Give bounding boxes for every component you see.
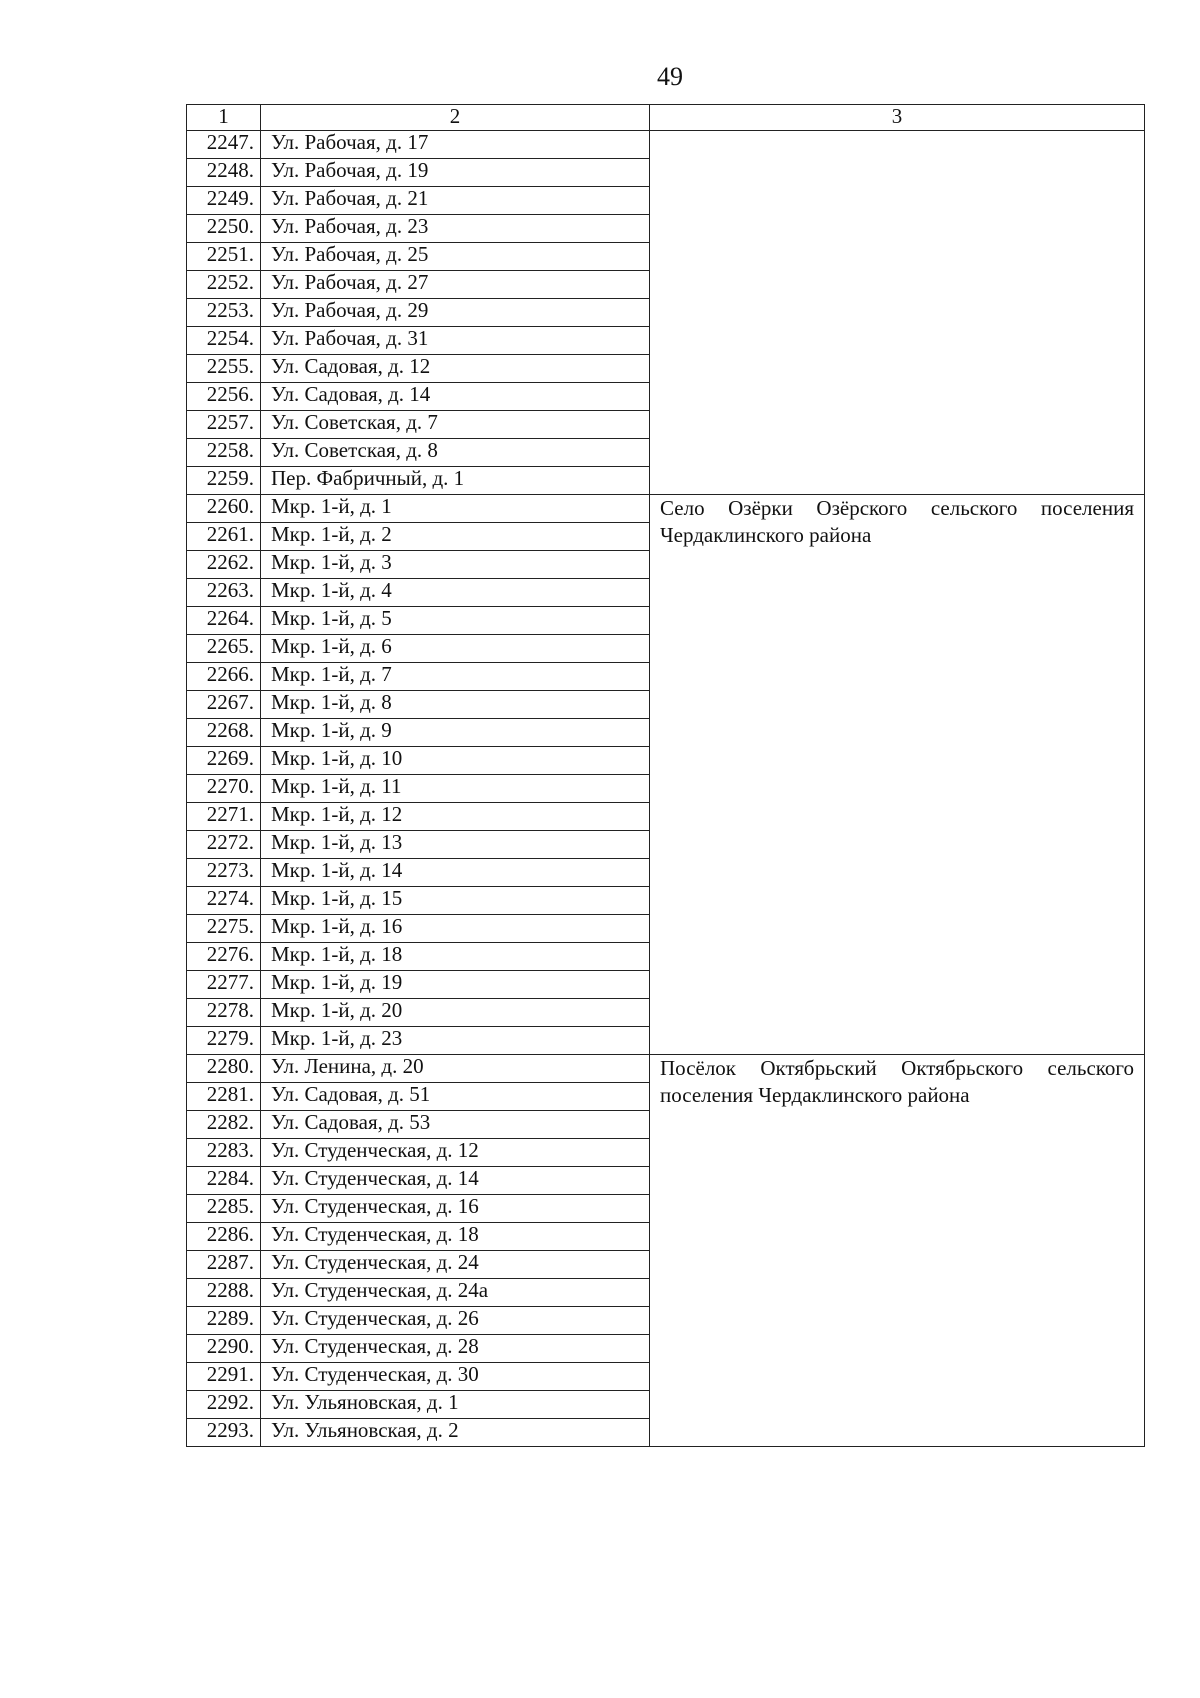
- row-number: 2251.: [187, 243, 261, 271]
- row-address: Мкр. 1-й, д. 23: [261, 1027, 650, 1055]
- row-number: 2273.: [187, 859, 261, 887]
- row-address: Ул. Советская, д. 7: [261, 411, 650, 439]
- row-number: 2254.: [187, 327, 261, 355]
- row-number: 2263.: [187, 579, 261, 607]
- row-number: 2277.: [187, 971, 261, 999]
- row-number: 2261.: [187, 523, 261, 551]
- row-number: 2266.: [187, 663, 261, 691]
- row-number: 2288.: [187, 1279, 261, 1307]
- row-number: 2289.: [187, 1307, 261, 1335]
- row-number: 2276.: [187, 943, 261, 971]
- row-number: 2253.: [187, 299, 261, 327]
- row-address: Ул. Студенческая, д. 16: [261, 1195, 650, 1223]
- row-address: Мкр. 1-й, д. 5: [261, 607, 650, 635]
- row-address: Мкр. 1-й, д. 18: [261, 943, 650, 971]
- row-address: Мкр. 1-й, д. 9: [261, 719, 650, 747]
- row-address: Ул. Ульяновская, д. 1: [261, 1391, 650, 1419]
- row-number: 2293.: [187, 1419, 261, 1447]
- header-col-2: 2: [261, 105, 650, 131]
- row-number: 2247.: [187, 131, 261, 159]
- row-address: Ул. Ульяновская, д. 2: [261, 1419, 650, 1447]
- header-col-1: 1: [187, 105, 261, 131]
- row-number: 2290.: [187, 1335, 261, 1363]
- row-address: Ул. Садовая, д. 51: [261, 1083, 650, 1111]
- header-row: [187, 105, 1145, 131]
- row-address: Мкр. 1-й, д. 1: [261, 495, 650, 523]
- row-address: Ул. Садовая, д. 53: [261, 1111, 650, 1139]
- row-address: Мкр. 1-й, д. 19: [261, 971, 650, 999]
- row-number: 2268.: [187, 719, 261, 747]
- settlement-cell: [650, 131, 1145, 495]
- row-number: 2252.: [187, 271, 261, 299]
- row-number: 2249.: [187, 187, 261, 215]
- header-col-3: 3: [650, 105, 1145, 131]
- row-address: Мкр. 1-й, д. 12: [261, 803, 650, 831]
- row-address: Ул. Студенческая, д. 24: [261, 1251, 650, 1279]
- row-address: Мкр. 1-й, д. 15: [261, 887, 650, 915]
- row-number: 2287.: [187, 1251, 261, 1279]
- row-number: 2292.: [187, 1391, 261, 1419]
- table-body: [187, 131, 1145, 1447]
- row-address: Мкр. 1-й, д. 4: [261, 579, 650, 607]
- row-address: Мкр. 1-й, д. 20: [261, 999, 650, 1027]
- row-number: 2275.: [187, 915, 261, 943]
- row-address: Ул. Советская, д. 8: [261, 439, 650, 467]
- row-number: 2279.: [187, 1027, 261, 1055]
- row-address: Мкр. 1-й, д. 16: [261, 915, 650, 943]
- row-number: 2270.: [187, 775, 261, 803]
- row-address: Пер. Фабричный, д. 1: [261, 467, 650, 495]
- row-address: Ул. Рабочая, д. 21: [261, 187, 650, 215]
- row-number: 2262.: [187, 551, 261, 579]
- row-address: Ул. Садовая, д. 14: [261, 383, 650, 411]
- row-number: 2274.: [187, 887, 261, 915]
- page-number: 49: [657, 62, 683, 91]
- row-number: 2255.: [187, 355, 261, 383]
- row-address: Мкр. 1-й, д. 11: [261, 775, 650, 803]
- row-address: Мкр. 1-й, д. 8: [261, 691, 650, 719]
- row-number: 2280.: [187, 1055, 261, 1083]
- row-number: 2278.: [187, 999, 261, 1027]
- row-address: Ул. Студенческая, д. 12: [261, 1139, 650, 1167]
- table-row: [187, 1055, 1145, 1083]
- address-table: [186, 104, 1145, 1447]
- row-number: 2291.: [187, 1363, 261, 1391]
- row-number: 2284.: [187, 1167, 261, 1195]
- row-number: 2269.: [187, 747, 261, 775]
- row-address: Мкр. 1-й, д. 7: [261, 663, 650, 691]
- settlement-cell: Село Озёрки Озёрского сельского поселения Чердаклинского района: [650, 495, 1145, 1055]
- row-number: 2267.: [187, 691, 261, 719]
- row-number: 2264.: [187, 607, 261, 635]
- table-row: [187, 131, 1145, 159]
- row-address: Ул. Студенческая, д. 28: [261, 1335, 650, 1363]
- row-address: Ул. Рабочая, д. 27: [261, 271, 650, 299]
- row-address: Ул. Рабочая, д. 19: [261, 159, 650, 187]
- row-address: Мкр. 1-й, д. 2: [261, 523, 650, 551]
- row-address: Ул. Студенческая, д. 26: [261, 1307, 650, 1335]
- row-number: 2265.: [187, 635, 261, 663]
- row-address: Ул. Садовая, д. 12: [261, 355, 650, 383]
- row-number: 2286.: [187, 1223, 261, 1251]
- row-address: Ул. Студенческая, д. 24а: [261, 1279, 650, 1307]
- row-address: Ул. Рабочая, д. 29: [261, 299, 650, 327]
- row-address: Ул. Студенческая, д. 14: [261, 1167, 650, 1195]
- row-address: Мкр. 1-й, д. 10: [261, 747, 650, 775]
- row-address: Мкр. 1-й, д. 14: [261, 859, 650, 887]
- row-number: 2271.: [187, 803, 261, 831]
- row-number: 2283.: [187, 1139, 261, 1167]
- row-number: 2281.: [187, 1083, 261, 1111]
- row-number: 2258.: [187, 439, 261, 467]
- row-address: Ул. Ленина, д. 20: [261, 1055, 650, 1083]
- row-address: Ул. Студенческая, д. 30: [261, 1363, 650, 1391]
- row-address: Мкр. 1-й, д. 3: [261, 551, 650, 579]
- row-number: 2256.: [187, 383, 261, 411]
- row-number: 2250.: [187, 215, 261, 243]
- row-number: 2248.: [187, 159, 261, 187]
- row-address: Ул. Студенческая, д. 18: [261, 1223, 650, 1251]
- table-header: [187, 105, 1145, 131]
- row-number: 2259.: [187, 467, 261, 495]
- row-address: Ул. Рабочая, д. 23: [261, 215, 650, 243]
- row-number: 2282.: [187, 1111, 261, 1139]
- row-address: Мкр. 1-й, д. 13: [261, 831, 650, 859]
- row-address: Ул. Рабочая, д. 31: [261, 327, 650, 355]
- row-number: 2285.: [187, 1195, 261, 1223]
- settlement-cell: Посёлок Октябрьский Октябрьского сельского поселения Чердаклинского района: [650, 1055, 1145, 1447]
- row-address: Мкр. 1-й, д. 6: [261, 635, 650, 663]
- row-address: Ул. Рабочая, д. 25: [261, 243, 650, 271]
- row-address: Ул. Рабочая, д. 17: [261, 131, 650, 159]
- table-row: [187, 495, 1145, 523]
- row-number: 2257.: [187, 411, 261, 439]
- row-number: 2260.: [187, 495, 261, 523]
- row-number: 2272.: [187, 831, 261, 859]
